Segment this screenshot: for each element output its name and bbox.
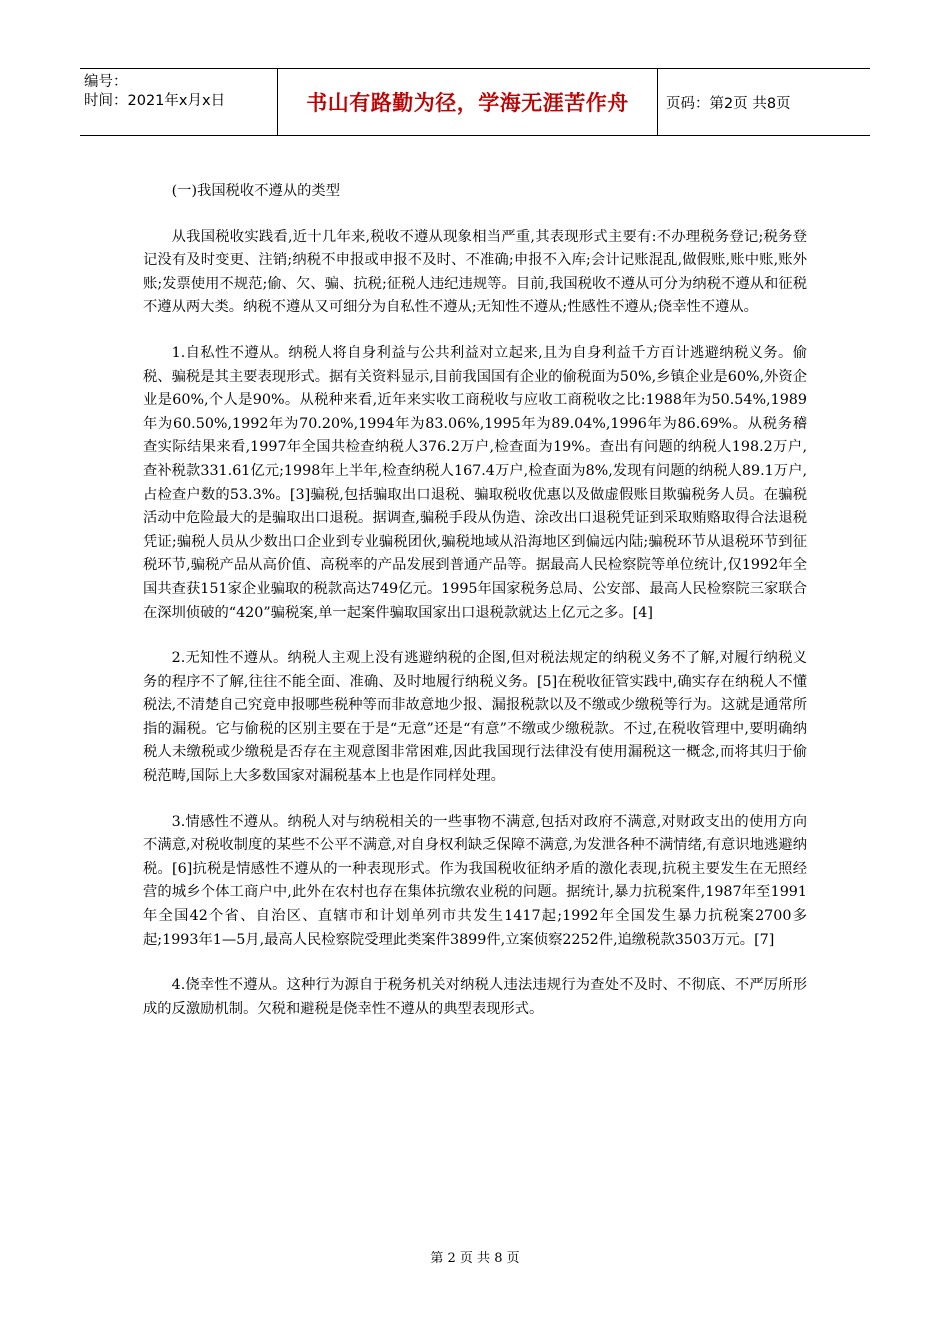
number-label: 编号： bbox=[84, 74, 128, 90]
paragraph-emotional-noncompliance: 3.情感性不遵从。纳税人对与纳税相关的一些事物不满意,包括对政府不满意,对财政支出的使用方向不满意,对税收制度的某些不公平不满意,对自身权利缺乏保障不满意,为发泄各种不满情绪,有意识地逃避纳税。[6]抗税是情感性不遵从的一种表现形式。作为我国税收征纳矛盾的激化表现,抗税主要发生在无照经营的城乡个体工商户中,此外在农村也存在集体抗缴农业税的问题。据统计,暴力抗税案件,1987年至1991年全国42个省、自治区、直辖市和计划单列市共发生1417起;1992年全国发生暴力抗税案2700多起;1993年1—5月,最高人民检察院受理此类案件3899件,立案侦察2252件,追缴税款3503万元。[7] bbox=[143, 813, 807, 948]
paragraph-intro: 从我国税收实践看,近十几年来,税收不遵从现象相当严重,其表现形式主要有:不办理税务登记;税务登记没有及时变更、注销;纳税不申报或申报不及时、不准确;申报不入库;会计记账混乱,做假账,账中账,账外账;发票使用不规范;偷、欠、骗、抗税;征税人违纪违规等。目前,我国税收不遵从可分为纳税不遵从和征税不遵从两大类。纳税不遵从又可细分为自私性不遵从;无知性不遵从;性感性不遵从;侥幸性不遵从。 bbox=[143, 228, 807, 316]
paragraph-opportunistic-noncompliance: 4.侥幸性不遵从。这种行为源自于税务机关对纳税人违法违规行为查处不及时、不彻底、不严厉所形成的反激励机制。欠税和避税是侥幸性不遵从的典型表现形式。 bbox=[143, 977, 807, 1017]
page-header bbox=[80, 68, 870, 136]
header-meta bbox=[80, 69, 278, 135]
section-heading: (一)我国税收不遵从的类型 bbox=[171, 183, 341, 199]
page-footer: 第 2 页 共 8 页 bbox=[430, 1251, 520, 1266]
time-label: 时间：2021年x月x日 bbox=[84, 93, 226, 109]
paragraph-selfish-noncompliance: 1.自私性不遵从。纳税人将自身利益与公共利益对立起来,且为自身利益千方百计逃避纳税义务。偷税、骗税是其主要表现形式。据有关资料显示,目前我国国有企业的偷税面为50%,乡镇企业是60%,外资企业是60%,个人是90%。从税种来看,近年来实收工商税收与应收工商税收之比:1988年为50.54%,1989年为60.50%,1992年为70.20%,1994年为83.06%,1995年为89.04%,1996年为86.69%。从税务稽查实际结果来看,1997年全国共检查纳税人376.2万户,检查面为19%。查出有问题的纳税人198.2万户,查补税款331.61亿元;1998年上半年,检查纳税人167.4万户,检查面为8%,发现有问题的纳税人89.1万户,占检查户数的53.3%。[3]骗税,包括骗取出口退税、骗取税收优惠以及做虚假账目欺骗税务人员。在骗税活动中危险最大的是骗取出口退税。据调查,骗税手段从伪造、涂改出口退税凭证到采取贿赂取得合法退税凭证;骗税人员从少数出口企业到专业骗税团伙,骗税地域从沿海地区到偏远内陆;骗税环节从退税环节到征税环节,骗税产品从高价值、高税率的产品发展到普通产品等。据最高人民检察院等单位统计,仅1992年全国共查获151家企业骗取的税款高达749亿元。1995年国家税务总局、公安部、最高人民检察院三家联合在深圳侦破的“420”骗税案,单一起案件骗取国家出口退税款就达上亿元之多。[4] bbox=[143, 344, 807, 621]
document-body bbox=[143, 180, 807, 1043]
header-page-info: 页码：第2页 共8页 bbox=[666, 95, 791, 112]
header-slogan: 书山有路勤为径，学海无涯苦作舟 bbox=[278, 69, 658, 135]
paragraph-ignorant-noncompliance: 2.无知性不遵从。纳税人主观上没有逃避纳税的企图,但对税法规定的纳税义务不了解,对履行纳税义务的程序不了解,往往不能全面、准确、及时地履行纳税义务。[5]在税收征管实践中,确实存在纳税人不懂税法,不清楚自己究竟申报哪些税种等而非故意地少报、漏报税款以及不缴或少缴税等行为。这就是通常所指的漏税。它与偷税的区别主要在于是“无意”还是“有意”不缴或少缴税款。不过,在税收管理中,要明确纳税人未缴税或少缴税是否存在主观意图非常困难,因此我国现行法律没有使用漏税这一概念,而将其归于偷税范畴,国际上大多数国家对漏税基本上也是作同样处理。 bbox=[143, 650, 807, 785]
